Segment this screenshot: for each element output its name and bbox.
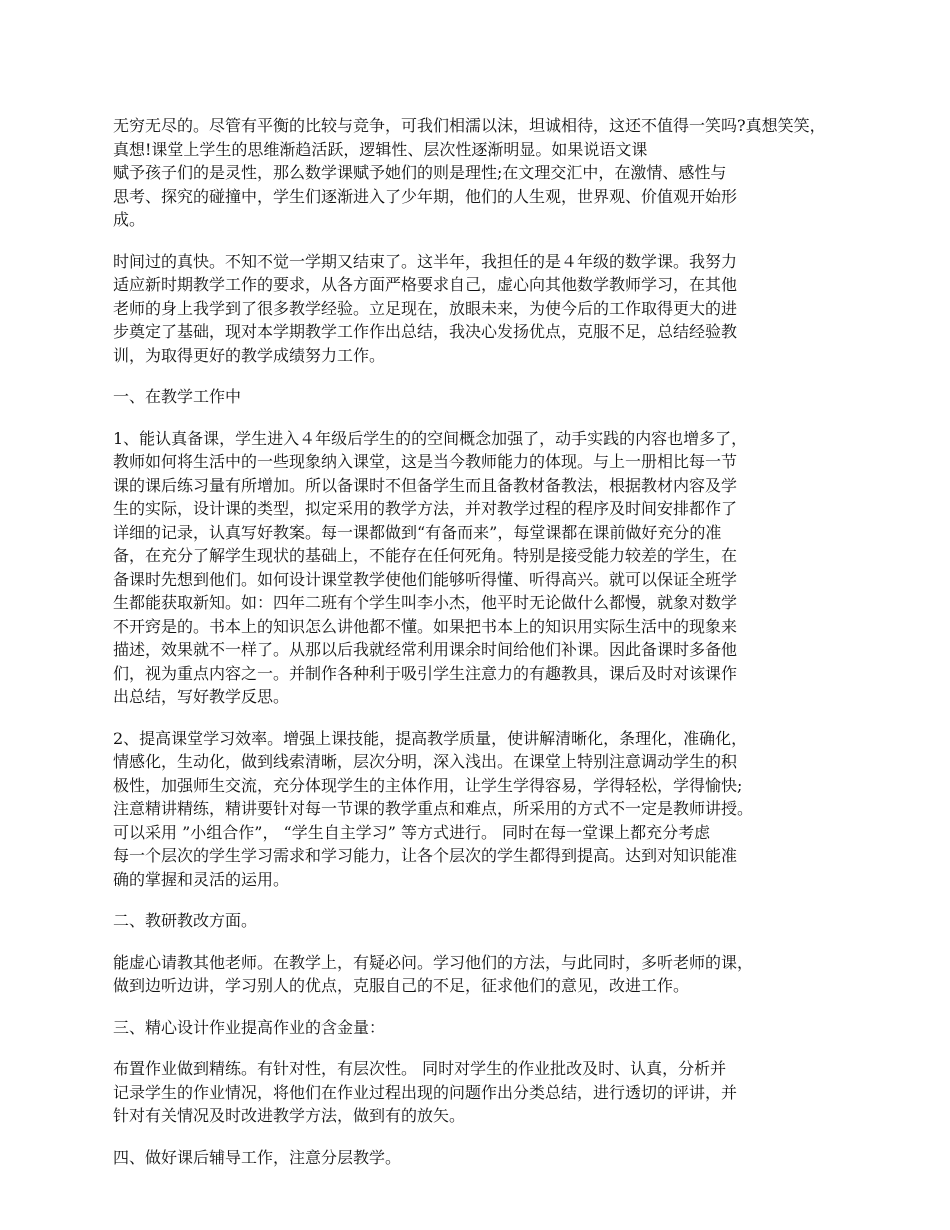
paragraph-research: 能虚心请教其他老师。在教学上，有疑必问。学习他们的方法，与此同时，多听老师的课， 做到边听边讲，学习别人的优点，克服自己的不足，征求他们的意见，改进工作。 — [113, 952, 754, 995]
paragraph-intro: 无穷无尽的。尽管有平衡的比较与竞争，可我们相濡以沫，坦诚相待，这还不值得一笑吗?真想笑笑，真想!课堂上学生的思维渐趋活跃，逻辑性、层次性逐渐明显。如果说语文课 赋予孩子们的是灵性，那么数学课赋予她们的则是理性;在文理交汇中，在激情、感性与 思考、探究的碰撞中，学生们逐渐进入了少年期，他们的人生观，世界观、价值观开始形 成。 — [113, 116, 826, 229]
document-body — [113, 114, 839, 1187]
section-heading-teaching: 一、在教学工作中 — [113, 387, 242, 406]
paragraph-lesson-prep: 1、能认真备课，学生进入４年级后学生的的空间概念加强了，动手实践的内容也增多了， 教师如何将生活中的一些现象纳入课堂，这是当今教师能力的体现。与上一册相比每一节 课的课后练习量有所增加。所以备课时不但备学生而且备教材备教法，根据教材内容及学 生的实际，设计课的类型，拟定采用的教学方法，并对教学过程的程序及时间安排都作了 详细的记录，认真写好教案。每一课都做到“有备而来”，每堂课都在课前做好充分的准 备，在充分了解学生现状的基础上，不能存在任何死角。特别是接受能力较差的学生，在 备课时先想到他们。如何设计课堂教学使他们能够听得懂、听得高兴。就可以保证全班学 生都能获取新知。如：四年二班有个学生叫李小杰，他平时无论做什么都慢，就象对数学 不开窍是的。书本上的知识怎么讲他都不懂。如果把书本上的知识用实际生活中的现象来 描述，效果就不一样了。从那以后我就经常利用课余时间给他们补课。因此备课时多备他 们，视为重点内容之一。并制作各种利于吸引学生注意力的有趣教具，课后及时对该课作 出总结，写好教学反思。 — [113, 428, 748, 706]
section-heading-research: 二、教研教改方面。 — [113, 911, 258, 930]
section-heading-homework: 三、精心设计作业提高作业的含金量： — [113, 1017, 386, 1037]
section-heading-tutoring: 四、做好课后辅导工作，注意分层教学。 — [113, 1147, 402, 1167]
paragraph-summary: 时间过的真快。不知不觉一学期又结束了。这半年，我担任的是４年级的数学课。我努力 适应新时期教学工作的要求，从各方面严格要求自己，虚心向其他数学教师学习，在其他 老师的身上我学到了很多教学经验。立足现在，放眼未来，为使今后的工作取得更大的进 步奠定了基础，现对本学期教学工作作出总结，我决心发扬优点，克服不足，总结经验教 训，为取得更好的教学成绩努力工作。 — [113, 251, 738, 365]
paragraph-homework: 布置作业做到精练。有针对性，有层次性。 同时对学生的作业批改及时、认真，分析并 记录学生的作业情况，将他们在作业过程出现的问题作出分类总结，进行透切的评讲，并 针对有关情况及时改进教学方法，做到有的放矢。 — [113, 1059, 738, 1125]
paragraph-classroom-efficiency: 2、提高课堂学习效率。增强上课技能，提高教学质量，使讲解清晰化，条理化，准确化， 情感化，生动化，做到线索清晰，层次分明，深入浅出。在课堂上特别注意调动学生的积 极性，加强师生交流，充分体现学生的主体作用，让学生学得容易，学得轻松，学得愉快; 注意精讲精练，精讲要针对每一节课的教学重点和难点，所采用的方式不一定是教师讲授。 可以采用 ”小组合作”， “学生自主学习” 等方式进行。 同时在每一堂课上都充分考虑 每一个层次的学生学习需求和学习能力，让各个层次的学生都得到提高。达到对知识能准 确的掌握和灵活的运用。 — [113, 728, 754, 889]
